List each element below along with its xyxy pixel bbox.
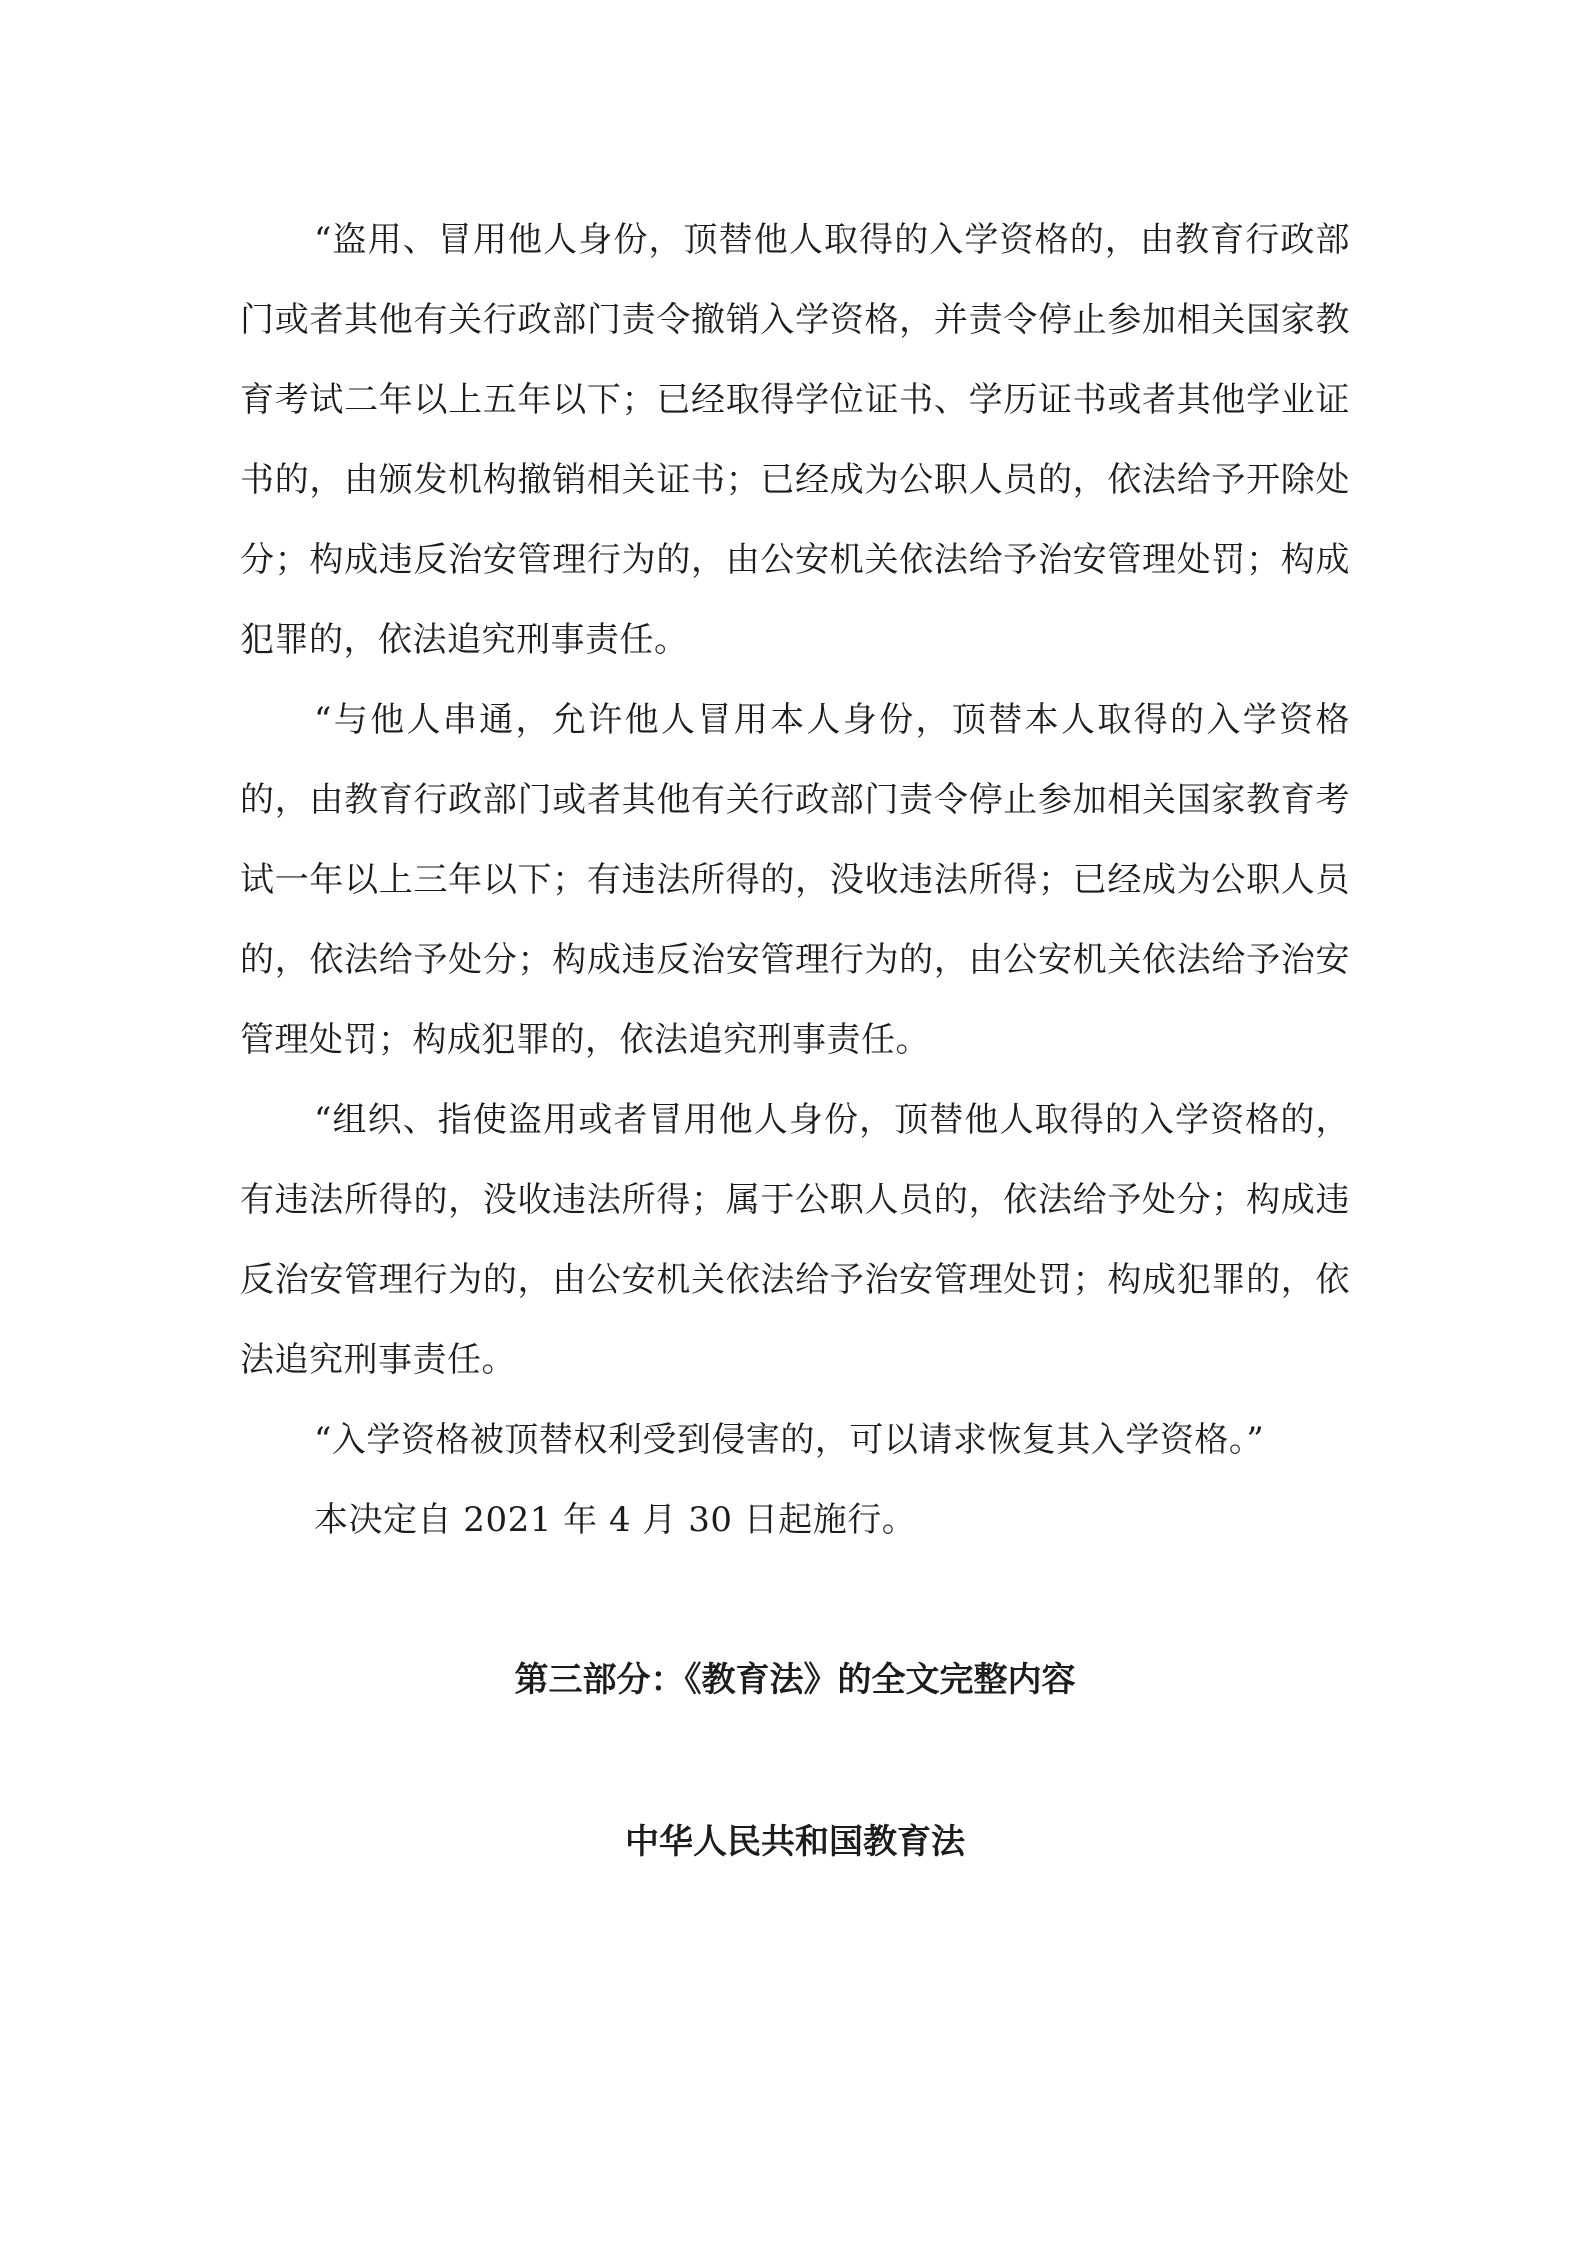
part-heading: 第三部分：《教育法》的全文完整内容 <box>514 1660 1076 1700</box>
paragraph-identity-theft: “盗用、冒用他人身份，顶替他人取得的入学资格的，由教育行政部门或者其他有关行政部门责令撤销入学资格，并责令停止参加相关国家教育考试二年以上五年以下；已经取得学位证书、学历证书或者其他学业证书的，由颁发机构撤销相关证书；已经成为公职人员的，依法给予开除处分；构成违反治安管理行为的，由公安机关依法给予治安管理处罚；构成犯罪的，依法追究刑事责任。 <box>240 220 1350 660</box>
document-body <box>240 200 1350 1560</box>
paragraph-collusion: “与他人串通，允许他人冒用本人身份，顶替本人取得的入学资格的，由教育行政部门或者其他有关行政部门责令停止参加相关国家教育考试一年以上三年以下；有违法所得的，没收违法所得；已经成为公职人员的，依法给予处分；构成违反治安管理行为的，由公安机关依法给予治安管理处罚；构成犯罪的，依法追究刑事责任。 <box>240 700 1350 1060</box>
law-title: 中华人民共和国教育法 <box>625 1822 965 1862</box>
paragraph-effective-date: 本决定自 2021 年 4 月 30 日起施行。 <box>314 1500 917 1540</box>
paragraph-restoration: “入学资格被顶替权利受到侵害的，可以请求恢复其入学资格。” <box>314 1420 1265 1460</box>
paragraph-organizing: “组织、指使盗用或者冒用他人身份，顶替他人取得的入学资格的，有违法所得的，没收违法所得；属于公职人员的，依法给予处分；构成违反治安管理行为的，由公安机关依法给予治安管理处罚；构成犯罪的，依法追究刑事责任。 <box>240 1100 1350 1380</box>
